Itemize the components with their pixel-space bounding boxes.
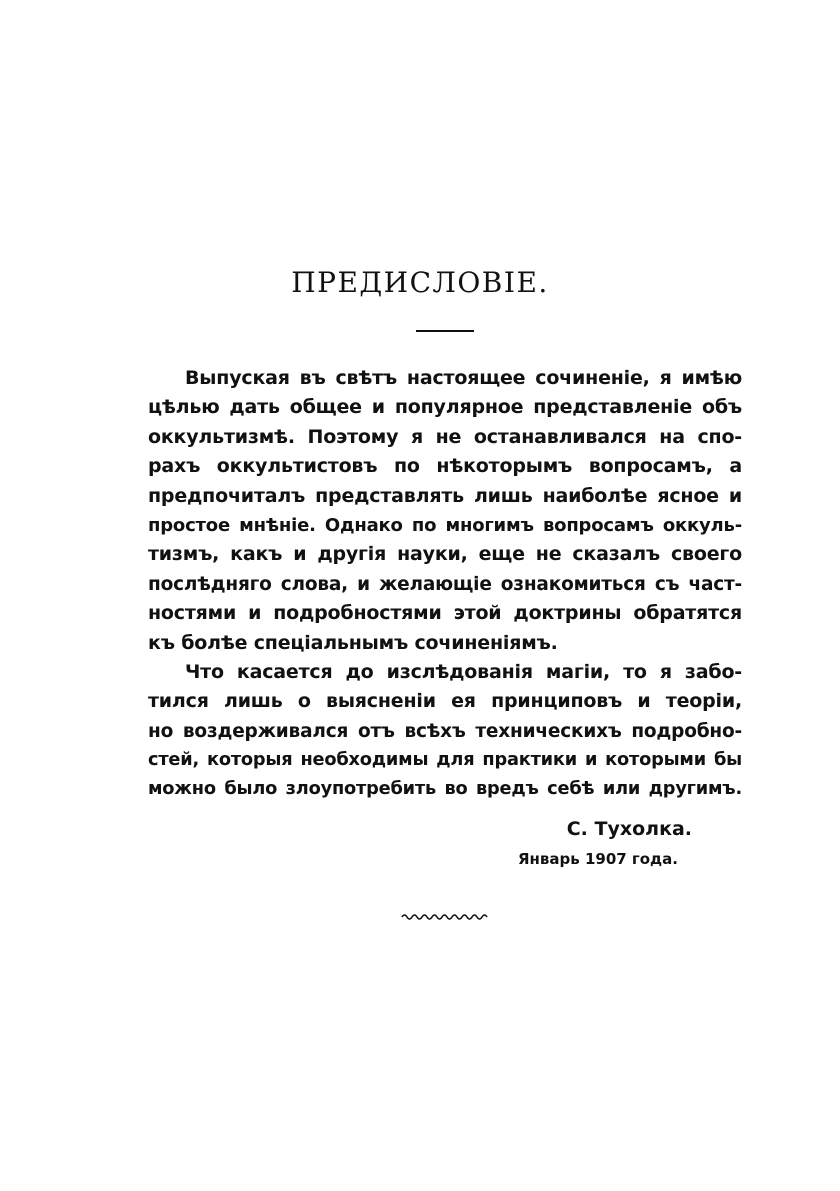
text-line: къ болѣе спеціальнымъ сочиненіямъ. (148, 631, 558, 654)
page-title: ПРЕДИСЛОВІЕ. (291, 266, 549, 299)
author-signature: С. Тухолка. (566, 818, 692, 840)
preface-body (148, 364, 742, 805)
paragraph-1 (148, 364, 742, 658)
text-line: Выпуская въ свѣтъ настоящее сочиненіе, я имѣю (185, 367, 742, 389)
text-line: ностями и подробностями этой доктрины обратятся (148, 602, 742, 625)
text-line: оккультизмѣ. Поэтому я не останавливался на спо- (148, 425, 742, 448)
title-divider (416, 330, 474, 332)
text-line: послѣдняго слова, и желающіе ознакомиться съ част- (148, 573, 742, 595)
wavy-ornament-divider (400, 910, 490, 922)
signature-date: Январь 1907 года. (517, 850, 678, 868)
text-line: но воздерживался отъ всѣхъ техническихъ подробно- (148, 720, 742, 742)
text-line: тизмъ, какъ и другія науки, еще не сказалъ своего (148, 543, 742, 566)
text-line: предпочиталъ представлять лишь наиболѣе ясное и (148, 484, 742, 507)
text-line: стей, которыя необходимы для практики и которыми бы (148, 750, 742, 771)
text-line: тился лишь о выясненіи ея принциповъ и теоріи, (148, 690, 742, 713)
text-line: Что касается до изслѣдованія магіи, то я забо- (185, 660, 742, 683)
text-line: можно было злоупотребить во вредъ себѣ или другимъ. (148, 779, 742, 800)
text-line: рахъ оккультистовъ по нѣкоторымъ вопросамъ, а (148, 455, 742, 478)
text-line: цѣлью дать общее и популярное представленіе объ (148, 396, 742, 419)
paragraph-2 (148, 658, 742, 805)
text-line: простое мнѣніе. Однако по многимъ вопросамъ оккуль- (148, 514, 742, 536)
